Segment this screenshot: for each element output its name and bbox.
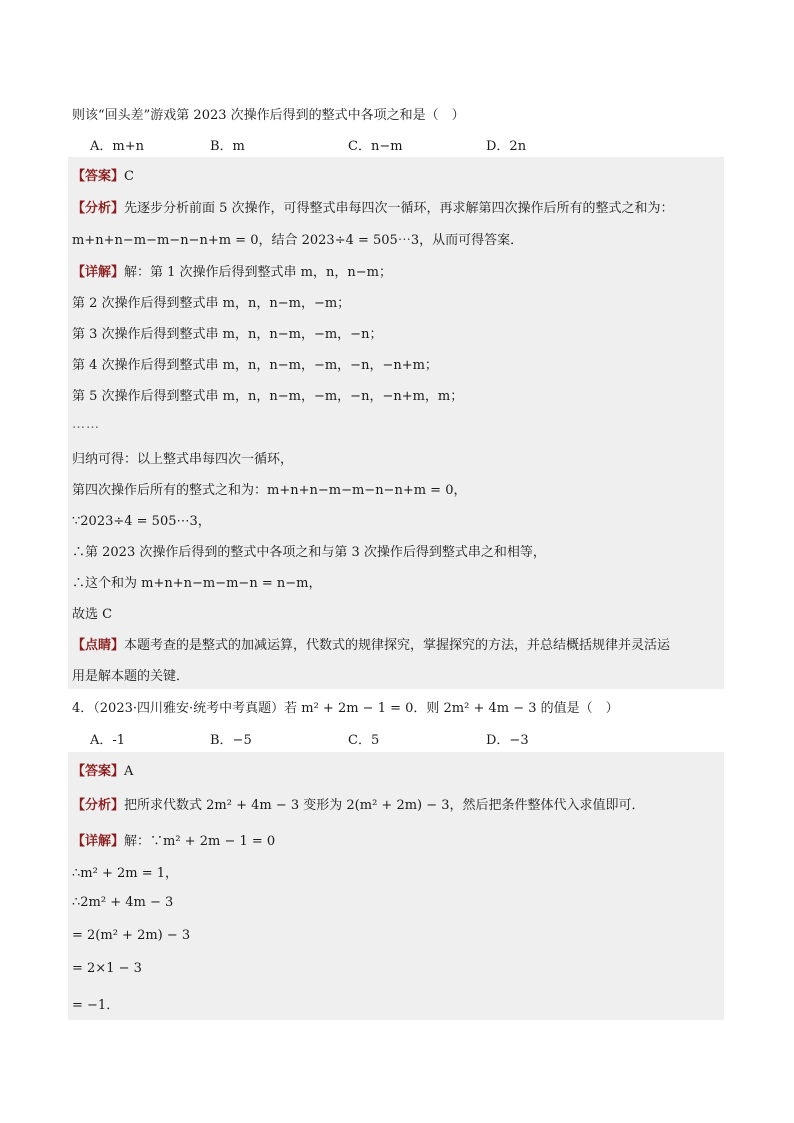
comment-line-1 — [72, 634, 670, 653]
answer-block-q4 — [68, 752, 724, 1020]
detail-tag: 【详解】 — [72, 834, 125, 849]
step-line: = 2×1 − 3 — [72, 961, 142, 976]
ellipsis: …… — [72, 417, 100, 432]
detail-line-4: 第 4 次操作后得到整式串 m，n，n−m，−m，−n，−n+m； — [72, 358, 438, 373]
option-d: D．2n — [486, 139, 527, 154]
option-d: D．−3 — [486, 733, 529, 748]
analysis-line — [72, 794, 645, 813]
induction-line-3: ∵2023÷4 = 505⋯3， — [72, 514, 211, 529]
analysis-line — [72, 197, 674, 216]
induction-line-2: 第四次操作后所有的整式之和为：m+n+n−m−m−n−n+m = 0， — [72, 483, 467, 498]
comment-text-1: 本题考查的是整式的加减运算，代数式的规律探究，掌握探究的方法，并总结概括规律并灵活运 — [124, 638, 671, 653]
detail-line-1 — [72, 830, 275, 849]
analysis-tag: 【分析】 — [72, 201, 125, 216]
option-c: C．5 — [348, 733, 380, 748]
analysis-tag: 【分析】 — [72, 798, 125, 813]
option-b: B．−5 — [210, 733, 252, 748]
detail-line-2: 第 2 次操作后得到整式串 m，n，n−m，−m； — [72, 296, 351, 311]
choose-line: 故选 C — [72, 607, 113, 622]
step-line: ∴m² + 2m = 1， — [72, 866, 178, 881]
answer-line — [72, 165, 134, 184]
answer-tag: 【答案】 — [72, 169, 125, 184]
detail-line-1 — [72, 261, 392, 280]
detail-line-3: 第 3 次操作后得到整式串 m，n，n−m，−m，−n； — [72, 327, 383, 342]
analysis-text-2: m+n+n−m−m−n−n+m = 0，结合 2023÷4 = 505⋯3，从而可得答案． — [72, 233, 524, 248]
induction-line-5: ∴这个和为 m+n+n−m−m−n = n−m， — [72, 576, 322, 591]
answer-line — [72, 760, 133, 779]
analysis-text: 把所求代数式 2m² + 4m − 3 变形为 2(m² + 2m) − 3，然后把条件整体代入求值即可． — [124, 798, 645, 813]
detail-text-1: 解：第 1 次操作后得到整式串 m，n，n−m； — [124, 265, 392, 280]
step-line: = 2(m² + 2m) − 3 — [72, 928, 191, 943]
detail-line-5: 第 5 次操作后得到整式串 m，n，n−m，−m，−n，−n+m，m； — [72, 389, 464, 404]
answer-block — [68, 157, 724, 689]
detail-tag: 【详解】 — [72, 265, 125, 280]
answer-tag: 【答案】 — [72, 764, 125, 779]
option-a: A．m+n — [90, 139, 144, 154]
induction-line-1: 归纳可得：以上整式串每四次一循环， — [72, 452, 294, 467]
answer-value: A — [124, 764, 134, 779]
comment-tag: 【点睛】 — [72, 638, 125, 653]
analysis-text: 先逐步分析前面 5 次操作，可得整式串每四次一循环，再求解第四次操作后所有的整式之和为： — [124, 201, 674, 216]
detail-text-1: 解：∵m² + 2m − 1 = 0 — [124, 834, 276, 849]
option-c: C．n−m — [348, 139, 403, 154]
options-row-q4 — [90, 729, 730, 749]
step-line: ∴2m² + 4m − 3 — [72, 895, 174, 910]
options-row — [90, 135, 730, 155]
step-line: = −1． — [72, 998, 120, 1013]
question-stem: 则该“回头差”游戏第 2023 次操作后得到的整式中各项之和是（ ） — [72, 108, 465, 123]
question-4-stem: 4．（2023·四川雅安·统考中考真题）若 m² + 2m − 1 = 0．则 2m² + 4m − 3 的值是（ ） — [72, 701, 619, 716]
induction-line-4: ∴第 2023 次操作后得到的整式中各项之和与第 3 次操作后得到整式串之和相等， — [72, 545, 546, 560]
option-a: A．-1 — [90, 733, 126, 748]
answer-value: C — [124, 169, 134, 184]
option-b: B．m — [210, 139, 245, 154]
comment-line-2: 用是解本题的关键． — [72, 669, 190, 684]
